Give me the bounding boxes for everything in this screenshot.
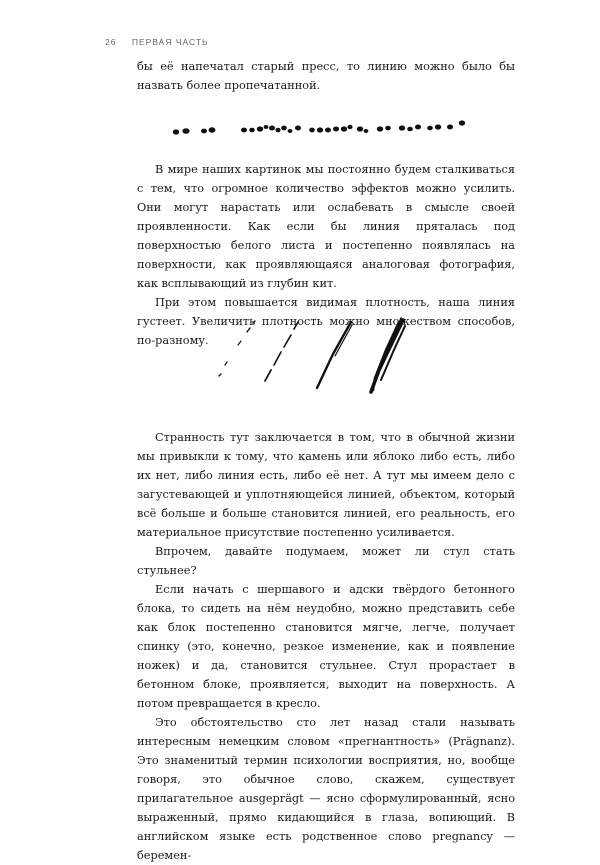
paragraph: В мире наших картинок мы постоянно будем сталкиваться с тем, что огромное количество эффектов можно усилить. Они могут нарастать или ослабевать в смысле своей проявленности. Как если бы линия пряталась под поверхностью белого листа и постепенно появлялась на поверхности, как проявляющаяся аналоговая фотография, как всплывающий из глубин кит. <box>137 163 515 290</box>
dotted-line-figure <box>160 110 480 146</box>
paragraph: бы её напечатал старый пресс, то линию можно было бы назвать более пропечатанной. <box>137 60 515 92</box>
page-number: 26 <box>105 37 117 47</box>
paragraph: Впрочем, давайте подумаем, может ли стул стать стульнее? <box>137 545 515 577</box>
paragraph: Это обстоятельство сто лет назад стали называть интересным немецким словом «прегнантность» (Prägnanz). Это знаменитый термин психологии восприятия, но, вообще говоря, это обычное слово, скажем, существует прилагательное ausgeprägt — ясно сформулированный, ясно выраженный, прямо кидающийся в глаза, вопиющий. В английском языке есть родственное слово pregnancy — беремен- <box>137 716 515 862</box>
paragraph: Странность тут заключается в том, что в обычной жизни мы привыкли к тому, что камень или яблоко либо есть, либо их нет, либо линия есть, либо её нет. А тут мы имеем дело с загустевающей и уплотняющейся линией, объектом, который всё больше и больше становится линией, его реальность, его материальное присутствие постепенно усиливается. <box>137 431 515 539</box>
paragraph: При этом повышается видимая плотность, наша линия густеет. Увеличить плотность можно множеством способов, по-разному. <box>137 296 515 347</box>
section-title: ПЕРВАЯ ЧАСТЬ <box>131 37 209 47</box>
text-block-top <box>137 57 515 95</box>
density-strokes-figure <box>195 310 435 405</box>
text-block-bottom <box>137 428 515 865</box>
paragraph: Если начать с шершавого и адски твёрдого бетонного блока, то сидеть на нём неудобно, можно представить себе как блок постепенно становится мягче, легче, получает спинку (это, конечно, резкое изменение, как и появление ножек) и да, становится стульнее. Стул прорастает в бетонном блоке, проявляется, выходит на поверхность. А потом превращается в кресло. <box>137 583 515 710</box>
running-header <box>105 37 209 47</box>
